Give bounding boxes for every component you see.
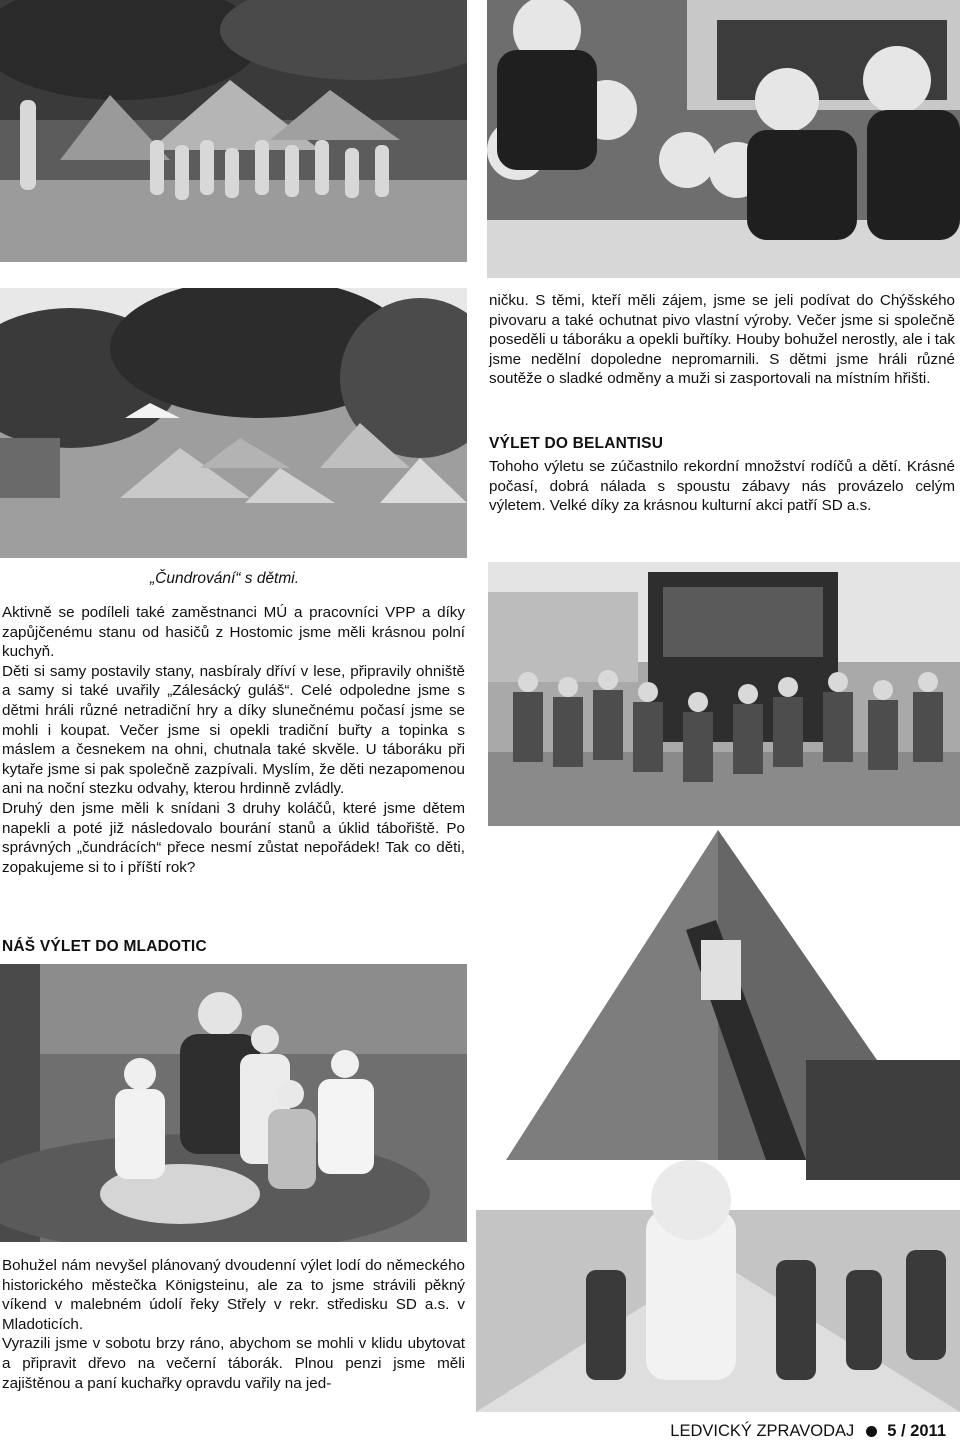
camping-article-body (2, 603, 465, 877)
page-footer (670, 1422, 946, 1441)
article-continuation (489, 291, 955, 389)
article-paragraph: Vyrazili jsme v sobotu brzy ráno, abychom se mohli v klidu ubytovat a připravit dřevo na večerní táborák. Plnou penzi jsme měli zajištěnou a paní kuchařky opravdu vařily na jed- (2, 1335, 465, 1392)
article-paragraph: Děti si samy postavily stany, nasbíraly dříví v lese, připravily ohniště a samy si také uvařily „Zálesácký guláš“. Celé odpoledne jsme s dětmi hráli různé netradiční hry a díky slunečnému počasí jsme se mohli i koupat. Večer jsme si opekli tradiční buřty a topinka s máslem a česnekem na ohni, chutnala také skvěle. U táboráku při kytaře jsme si pak společně zazpívali. Myslím, že děti nezapomenou ani na noční stezku odvahy, kterou hrdinně zvládly. (2, 662, 465, 798)
bullet-dot-icon (866, 1426, 877, 1437)
belantis-paragraph: Tohoho výletu se zúčastnilo rekordní množství rodíčů a dětí. Krásné počasí, dobrá nálada s spoustu zábavy nás provázelo celým výletem. Velké díky za krásnou kulturní akci patří SD a.s. (489, 458, 955, 515)
issue-number: 5 / 2011 (887, 1422, 946, 1440)
photo-family-by-campfire (0, 964, 467, 1242)
continuation-paragraph: ničku. S těmi, kteří měli zájem, jsme se jeli podívat do Chýšského pivovaru a také ochutnat pivo vlastní výroby. Večer jsme si společně poseděli u táboráku a opekli buřtíky. Houby bohužel nerostly, ale i tak jsme nedělní dopoledne nepromarnili. S dětmi jsme hráli různé soutěže o sladké odměny a muži si zasportovali na místním hřišti. (489, 292, 955, 388)
mladotic-article-body (2, 1256, 465, 1393)
article-paragraph: Aktivně se podíleli také zaměstnanci MÚ a pracovníci VPP a díky zapůjčenému stanu od hasičů z Hostomic jsme měli krásnou polní kuchyň. (2, 604, 465, 661)
belantis-heading: VÝLET DO BELANTISU (489, 435, 664, 452)
photo-group-in-front-of-bus (488, 562, 960, 826)
photo-children-at-table (487, 0, 960, 278)
photo-pyramid-and-mascot (476, 830, 960, 1412)
photo-children-in-front-of-tents (0, 0, 467, 262)
publication-name: LEDVICKÝ ZPRAVODAJ (670, 1422, 855, 1440)
photo-tent-camp-by-lake (0, 288, 467, 558)
article-paragraph: Bohužel nám nevyšel plánovaný dvoudenní výlet lodí do německého historického městečka Königsteinu, ale za to jsme strávili pěkný víkend v malebném údolí řeky Střely v rekr. středisku SD a.s. v Mladoticích. (2, 1257, 465, 1333)
belantis-text (489, 457, 955, 516)
photo-caption: „Čundrování“ s dětmi. (150, 570, 300, 587)
article-paragraph: Druhý den jsme měli k snídani 3 druhy koláčů, které jsme dětem napekli a poté již následovalo bourání stanů a úklid tábořiště. Po správných „čundrácích“ přece nesmí zůstat nepořádek! Tak co děti, zopakujeme si to i příští rok? (2, 799, 465, 876)
mladotic-heading: NÁŠ VÝLET DO MLADOTIC (2, 938, 207, 955)
